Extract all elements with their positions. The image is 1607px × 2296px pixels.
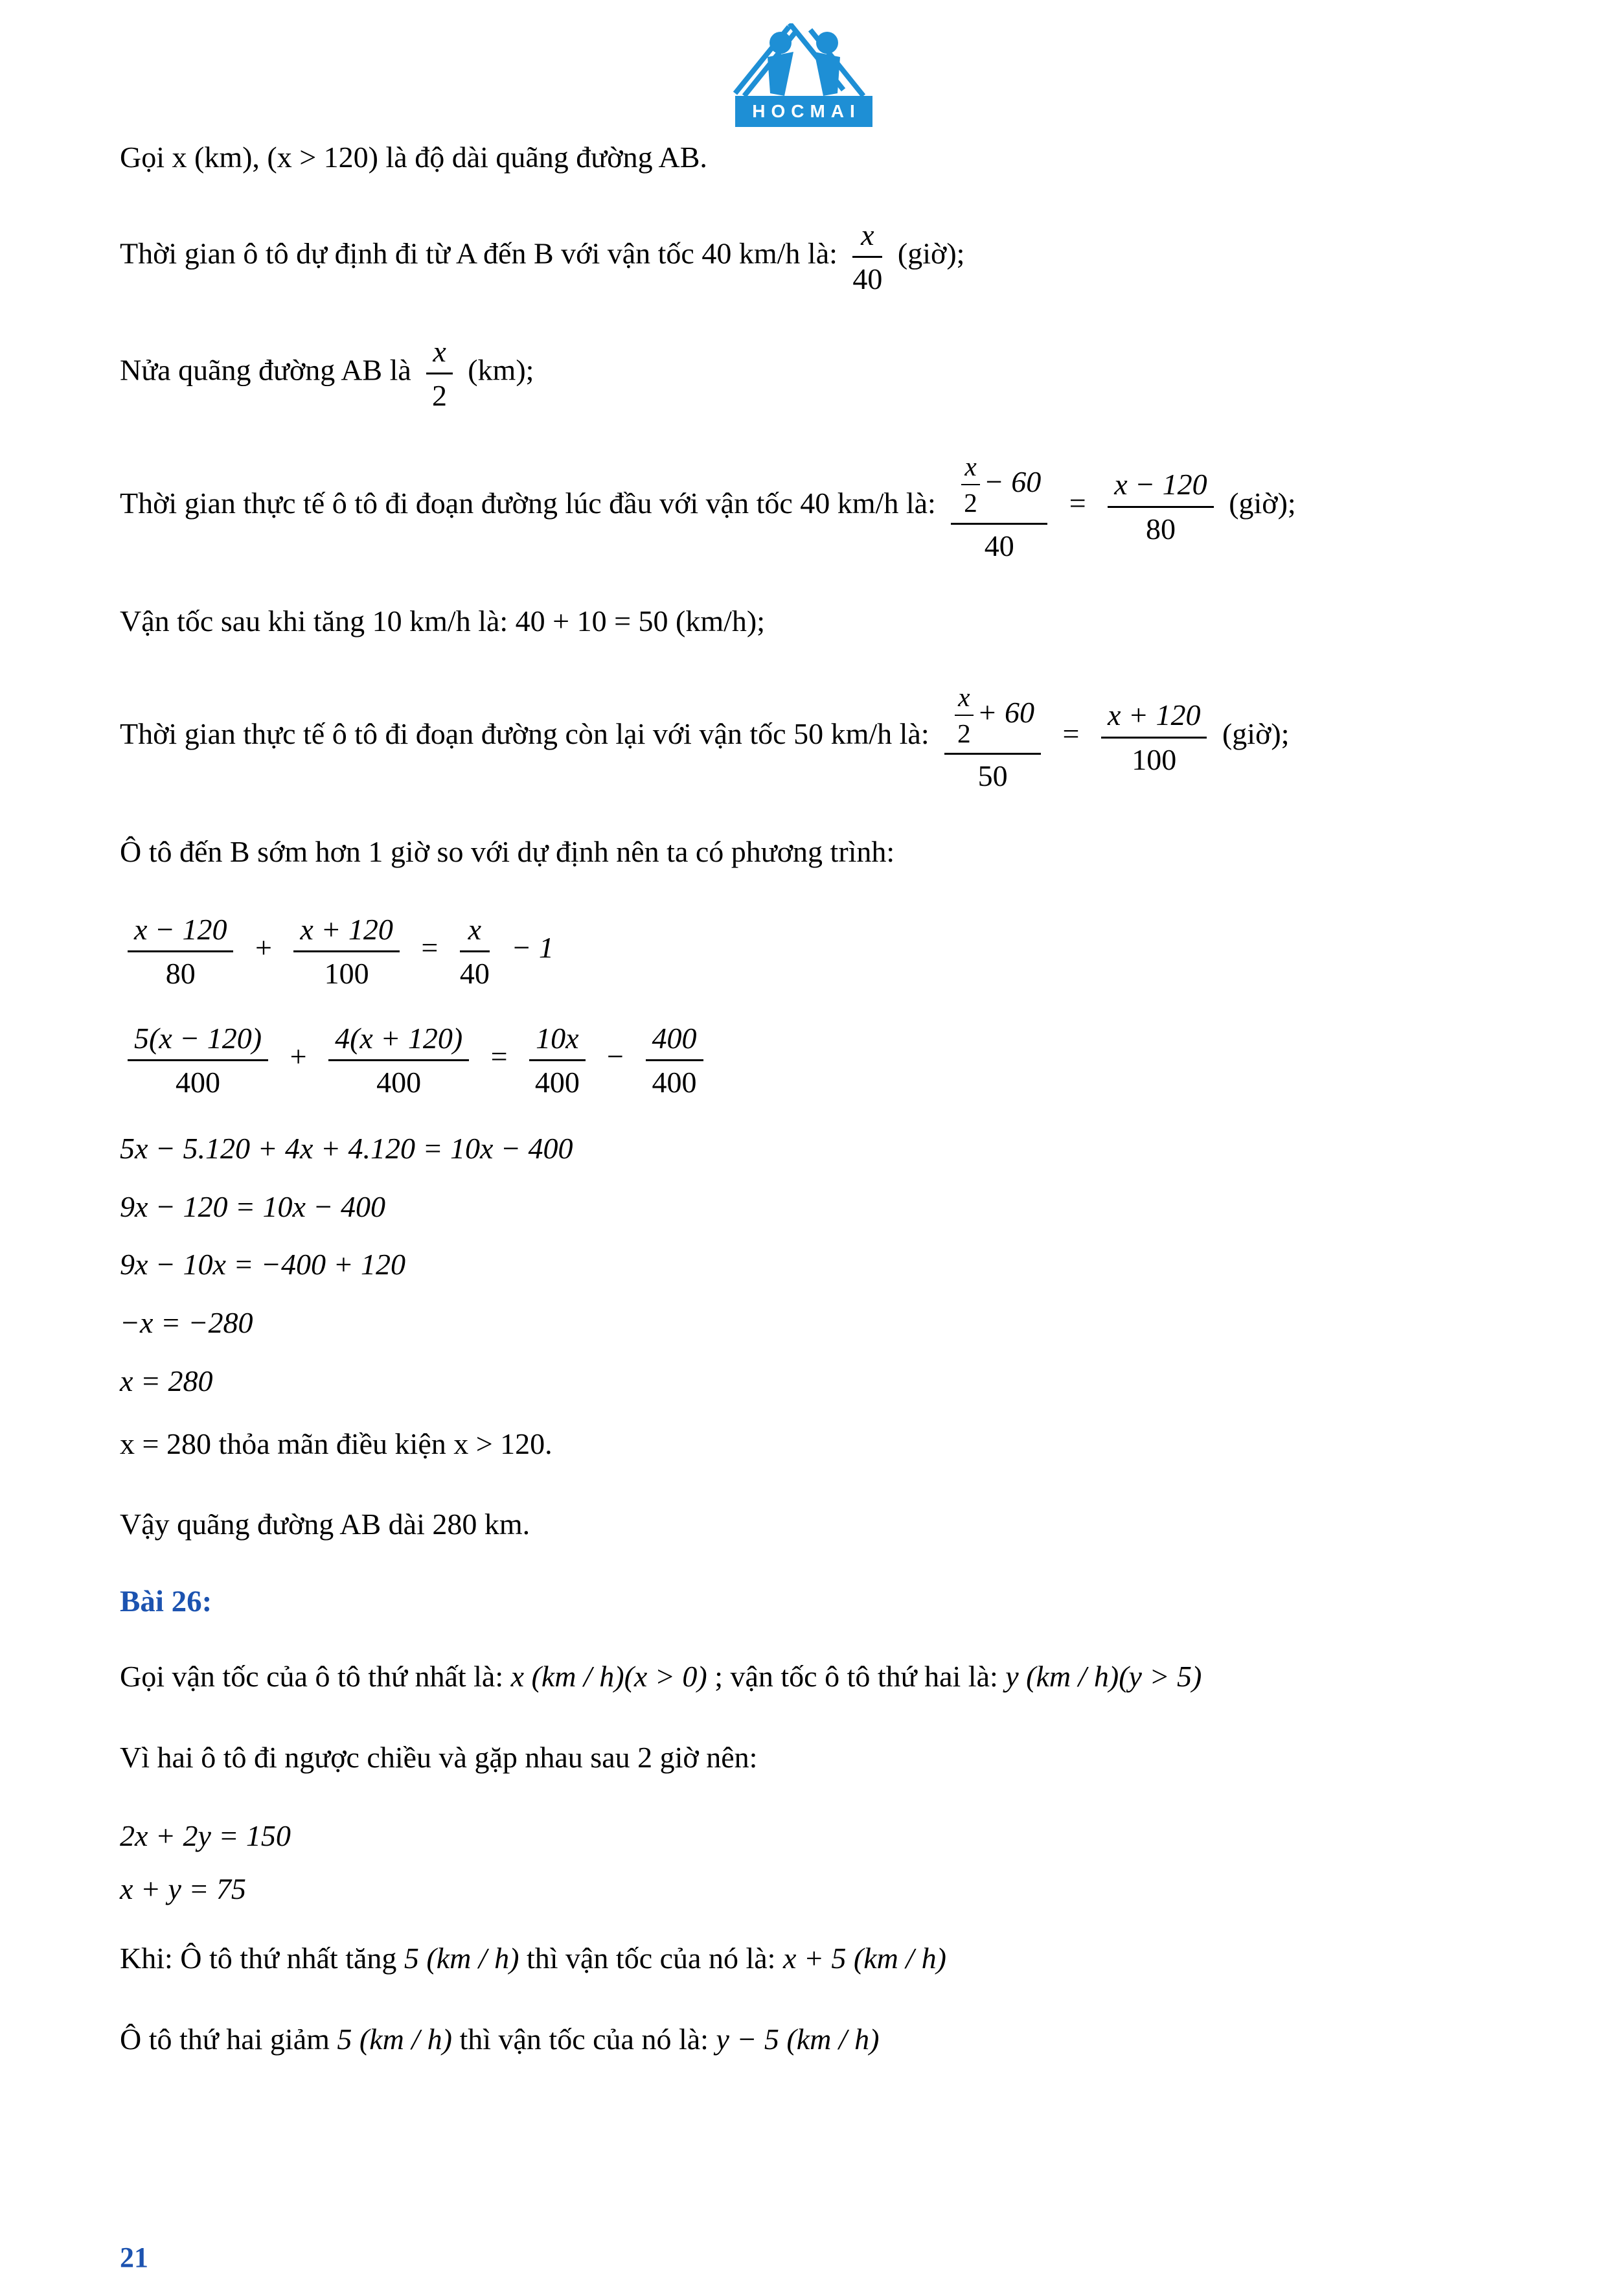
hocmai-logo bbox=[713, 23, 895, 127]
text-run: (km); bbox=[468, 353, 534, 387]
text-run: Thời gian ô tô dự định đi từ A đến B với vận tốc 40 km/h là: bbox=[120, 236, 838, 270]
equation-line-1 bbox=[120, 912, 1487, 991]
algebra-step: x = 280 bbox=[120, 1364, 213, 1397]
text-run: Ô tô thứ hai giảm bbox=[120, 2022, 330, 2056]
algebra-step: −x = −280 bbox=[120, 1306, 253, 1340]
fraction-result: $\frac{x - 120}{80}$ bbox=[1108, 466, 1213, 545]
system-equation: x + y = 75 bbox=[120, 1872, 246, 1906]
section-heading-bai-26: Bài 26: bbox=[120, 1585, 212, 1619]
algebra-step: 5x − 5.120 + 4x + 4.120 = 10x − 400 bbox=[120, 1131, 573, 1165]
complex-fraction bbox=[951, 450, 1047, 562]
algebra-step: 9x − 10x = −400 + 120 bbox=[120, 1248, 405, 1281]
page-number: 21 bbox=[120, 2242, 148, 2273]
hocmai-logo-figures bbox=[729, 23, 879, 100]
condition-check-line: x = 280 thỏa mãn điều kiện x > 120. bbox=[120, 1427, 553, 1460]
math-run: 5 (km / h) bbox=[404, 1942, 519, 1975]
fraction: $\frac{x}{40}$ bbox=[459, 912, 490, 991]
second-car-speed-line bbox=[120, 2018, 1487, 2061]
intro-line: Gọi x (km), (x > 120) là độ dài quãng đường AB. bbox=[120, 141, 707, 174]
complex-fraction-numerator bbox=[944, 681, 1041, 755]
plus-sign: + bbox=[255, 931, 272, 965]
equals-sign: = bbox=[421, 931, 439, 965]
document-content bbox=[0, 131, 1607, 2061]
fraction: $\frac{400}{400}$ bbox=[646, 1020, 703, 1099]
text-run: thì vận tốc của nó là: bbox=[459, 2022, 709, 2056]
hocmai-logo-wordmark: HOCMAI bbox=[735, 96, 872, 127]
equals-sign: = bbox=[1069, 486, 1086, 520]
document-page bbox=[0, 23, 1607, 2273]
complex-fraction-denominator: 40 bbox=[984, 529, 1014, 562]
text-run: Thời gian thực tế ô tô đi đoạn đường còn lại với vận tốc 50 km/h là: bbox=[120, 717, 929, 750]
equation-system bbox=[120, 1817, 1487, 1909]
fraction: $\frac{x - 120}{80}$ bbox=[128, 912, 233, 991]
text-run: (giờ); bbox=[1222, 717, 1290, 750]
fraction: $\frac{4(x + 120)}{400}$ bbox=[328, 1020, 469, 1099]
equation-line-2 bbox=[120, 1020, 1487, 1099]
fraction: $\frac{x + 120}{100}$ bbox=[293, 912, 399, 991]
conclusion-setup-line: Ô tô đến B sớm hơn 1 giờ so với dự định nên ta có phương trình: bbox=[120, 834, 895, 868]
math-run: 5 (km / h) bbox=[337, 2022, 452, 2056]
speed-increase-line: Vận tốc sau khi tăng 10 km/h là: 40 + 10 = 50 (km/h); bbox=[120, 604, 766, 638]
plus-sign: + bbox=[290, 1040, 307, 1073]
text-run: (giờ); bbox=[897, 236, 965, 270]
first-car-speed-line bbox=[120, 1937, 1487, 1980]
answer-line: Vậy quãng đường AB dài 280 km. bbox=[120, 1508, 530, 1541]
math-run: y − 5 (km / h) bbox=[716, 2022, 880, 2056]
text-run: ; vận tốc ô tô thứ hai là: bbox=[714, 1660, 998, 1693]
numerator-tail: + 60 bbox=[977, 695, 1035, 729]
fraction-x-over-2: $\frac{x}{2}$ bbox=[426, 334, 452, 413]
inner-fraction-x-over-2: $\frac{x}{2}$ bbox=[955, 682, 973, 749]
fraction-result: $\frac{x + 120}{100}$ bbox=[1101, 697, 1207, 776]
planned-time-line bbox=[120, 217, 1487, 296]
algebra-steps bbox=[120, 1129, 1487, 1401]
text-run: (giờ); bbox=[1229, 486, 1296, 520]
fraction: $\frac{5(x - 120)}{400}$ bbox=[128, 1020, 268, 1099]
meeting-condition-line: Vì hai ô tô đi ngược chiều và gặp nhau sau 2 giờ nên: bbox=[120, 1740, 758, 1774]
actual-time-first-segment-line bbox=[120, 450, 1487, 562]
complex-fraction-denominator: 50 bbox=[977, 759, 1008, 793]
fraction: $\frac{10x}{400}$ bbox=[529, 1020, 585, 1099]
text-run: thì vận tốc của nó là: bbox=[526, 1942, 776, 1975]
text-run: Nửa quãng đường AB là bbox=[120, 353, 411, 387]
math-run: x + 5 (km / h) bbox=[782, 1942, 946, 1975]
equation-tail: − 1 bbox=[511, 931, 554, 965]
fraction-x-over-40: $\frac{x}{40}$ bbox=[852, 218, 883, 296]
inner-fraction-x-over-2: $\frac{x}{2}$ bbox=[961, 452, 979, 518]
equals-sign: = bbox=[1062, 717, 1080, 750]
half-distance-line bbox=[120, 334, 1487, 413]
actual-time-second-segment-line bbox=[120, 681, 1487, 793]
math-run: y (km / h)(y > 5) bbox=[1005, 1660, 1202, 1693]
text-run: Thời gian thực tế ô tô đi đoạn đường lúc đầu với vận tốc 40 km/h là: bbox=[120, 486, 936, 520]
complex-fraction bbox=[944, 681, 1041, 793]
variables-definition-line bbox=[120, 1655, 1487, 1699]
text-run: Khi: Ô tô thứ nhất tăng bbox=[120, 1942, 397, 1975]
system-equation: 2x + 2y = 150 bbox=[120, 1819, 291, 1853]
text-run: Gọi vận tốc của ô tô thứ nhất là: bbox=[120, 1660, 504, 1693]
numerator-tail: − 60 bbox=[983, 465, 1042, 498]
minus-sign: − bbox=[607, 1040, 624, 1073]
equals-sign: = bbox=[490, 1040, 508, 1073]
algebra-step: 9x − 120 = 10x − 400 bbox=[120, 1189, 385, 1223]
complex-fraction-numerator bbox=[951, 450, 1047, 525]
math-run: x (km / h)(x > 0) bbox=[510, 1660, 707, 1693]
